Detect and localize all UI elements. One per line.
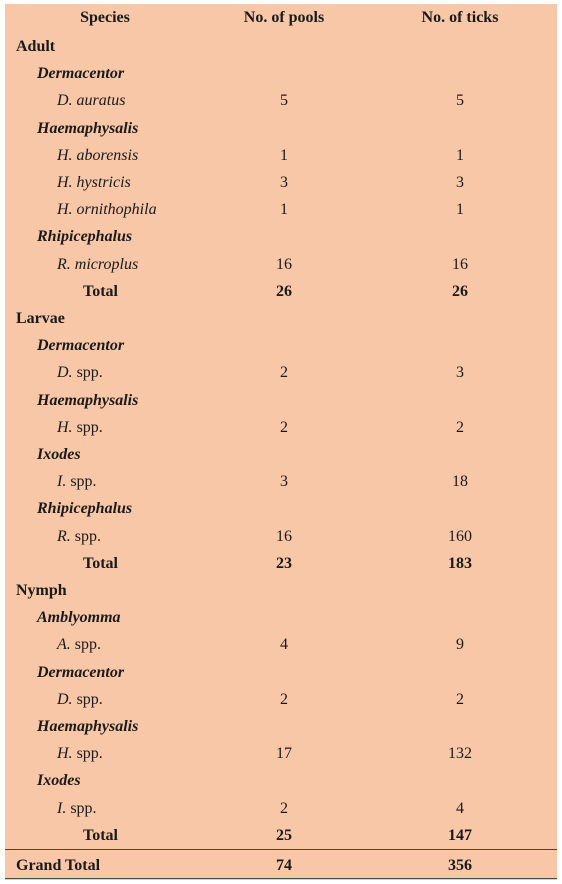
pools-cell: 16 bbox=[276, 527, 292, 545]
species-abbr: R. microplus bbox=[57, 255, 139, 273]
ticks-cell: 3 bbox=[456, 364, 464, 382]
grand-total-pools: 74 bbox=[276, 857, 292, 874]
pools-cell: 5 bbox=[280, 92, 288, 110]
stage-label: Larvae bbox=[16, 310, 65, 327]
table-row bbox=[5, 740, 557, 767]
pools-cell: 23 bbox=[276, 554, 292, 572]
stage-row bbox=[5, 305, 557, 332]
genus-label: Amblyomma bbox=[37, 609, 121, 627]
species-abbr: R. bbox=[57, 527, 71, 545]
ticks-cell: 5 bbox=[456, 92, 464, 110]
genus-label: Dermacentor bbox=[37, 663, 125, 681]
ticks-cell: 16 bbox=[452, 255, 468, 273]
species-suffix: spp. bbox=[72, 418, 103, 436]
subtotal-row bbox=[5, 278, 557, 305]
species-abbr: H. bbox=[57, 745, 73, 763]
genus-label: Haemaphysalis bbox=[37, 718, 139, 735]
grand-total-ticks: 356 bbox=[448, 857, 472, 874]
table-row bbox=[5, 686, 557, 713]
pools-cell: 25 bbox=[276, 826, 292, 844]
tick-pools-table bbox=[5, 4, 557, 880]
pools-cell: 4 bbox=[280, 636, 288, 654]
species-suffix: spp. bbox=[70, 636, 102, 654]
ticks-cell: 1 bbox=[456, 201, 464, 219]
stage-row bbox=[5, 33, 557, 60]
header-pools: No. of pools bbox=[243, 9, 325, 26]
stage-row bbox=[5, 577, 557, 604]
pools-cell: 2 bbox=[280, 418, 288, 436]
table-row bbox=[5, 142, 557, 169]
total-label: Total bbox=[83, 282, 118, 300]
species-suffix: spp. bbox=[66, 799, 97, 817]
species-suffix: spp. bbox=[72, 690, 103, 708]
ticks-cell: 4 bbox=[456, 799, 464, 817]
pools-cell: 2 bbox=[280, 799, 288, 817]
species-abbr: I. bbox=[57, 473, 67, 491]
species-suffix: spp. bbox=[72, 745, 103, 763]
pools-cell: 26 bbox=[276, 282, 292, 300]
ticks-cell: 18 bbox=[452, 473, 468, 491]
genus-row bbox=[5, 223, 557, 250]
species-abbr: D. auratus bbox=[57, 92, 126, 110]
species-abbr: A. bbox=[57, 636, 71, 654]
species-suffix: spp. bbox=[72, 364, 103, 382]
genus-row bbox=[5, 60, 557, 87]
genus-label: Haemaphysalis bbox=[37, 391, 139, 409]
table-bottom-rule bbox=[5, 878, 557, 879]
ticks-cell: 2 bbox=[456, 418, 464, 436]
species-suffix: spp. bbox=[70, 527, 102, 545]
genus-row bbox=[5, 387, 557, 414]
ticks-cell: 1 bbox=[456, 146, 464, 164]
table-row bbox=[5, 196, 557, 223]
subtotal-row bbox=[5, 822, 557, 849]
table-row bbox=[5, 169, 557, 196]
grand-total-top-rule bbox=[5, 849, 557, 850]
table-header-row bbox=[5, 4, 557, 31]
ticks-cell: 132 bbox=[448, 745, 472, 763]
ticks-cell: 183 bbox=[448, 554, 472, 572]
pools-cell: 1 bbox=[280, 146, 288, 164]
table-row bbox=[5, 631, 557, 658]
table-row bbox=[5, 795, 557, 822]
genus-row bbox=[5, 495, 557, 522]
species-abbr: H. hystricis bbox=[57, 174, 131, 191]
species-abbr: H. ornithophila bbox=[57, 201, 157, 219]
genus-row bbox=[5, 659, 557, 686]
pools-cell: 2 bbox=[280, 364, 288, 382]
total-label: Total bbox=[83, 554, 118, 572]
species-suffix: spp. bbox=[66, 473, 97, 491]
genus-label: Dermacentor bbox=[37, 65, 125, 83]
ticks-cell: 3 bbox=[456, 174, 464, 191]
stage-label: Adult bbox=[16, 38, 56, 55]
total-label: Total bbox=[83, 826, 118, 844]
genus-row bbox=[5, 767, 557, 794]
pools-cell: 2 bbox=[280, 690, 288, 708]
genus-label: Haemaphysalis bbox=[37, 119, 139, 137]
species-abbr: D. bbox=[57, 690, 73, 708]
table-row bbox=[5, 251, 557, 278]
species-abbr: I. bbox=[57, 799, 67, 817]
pools-cell: 17 bbox=[276, 745, 292, 763]
genus-label: Rhipicephalus bbox=[37, 228, 133, 246]
genus-row bbox=[5, 441, 557, 468]
pools-cell: 1 bbox=[280, 201, 288, 219]
species-abbr: H. aborensis bbox=[57, 146, 139, 164]
stage-label: Nymph bbox=[16, 582, 67, 599]
ticks-cell: 26 bbox=[452, 282, 468, 300]
genus-label: Dermacentor bbox=[37, 337, 125, 355]
species-abbr: D. bbox=[57, 364, 73, 382]
table-row bbox=[5, 414, 557, 441]
genus-label: Rhipicephalus bbox=[37, 500, 133, 518]
table-row bbox=[5, 523, 557, 550]
table-row bbox=[5, 359, 557, 386]
genus-row bbox=[5, 713, 557, 740]
ticks-cell: 2 bbox=[456, 690, 464, 708]
ticks-cell: 9 bbox=[456, 636, 464, 654]
genus-label: Ixodes bbox=[37, 772, 81, 790]
table-row bbox=[5, 468, 557, 495]
genus-label: Ixodes bbox=[37, 446, 81, 463]
species-abbr: H. bbox=[57, 418, 73, 436]
ticks-cell: 147 bbox=[448, 826, 472, 844]
header-species: Species bbox=[80, 9, 130, 26]
grand-total-label: Grand Total bbox=[16, 857, 101, 874]
pools-cell: 3 bbox=[280, 473, 288, 491]
pools-cell: 3 bbox=[280, 174, 288, 191]
subtotal-row bbox=[5, 550, 557, 577]
ticks-cell: 160 bbox=[448, 527, 472, 545]
pools-cell: 16 bbox=[276, 255, 292, 273]
header-ticks: No. of ticks bbox=[421, 9, 499, 26]
genus-row bbox=[5, 332, 557, 359]
table-row bbox=[5, 87, 557, 114]
genus-row bbox=[5, 604, 557, 631]
genus-row bbox=[5, 115, 557, 142]
grand-total-row bbox=[5, 852, 557, 879]
